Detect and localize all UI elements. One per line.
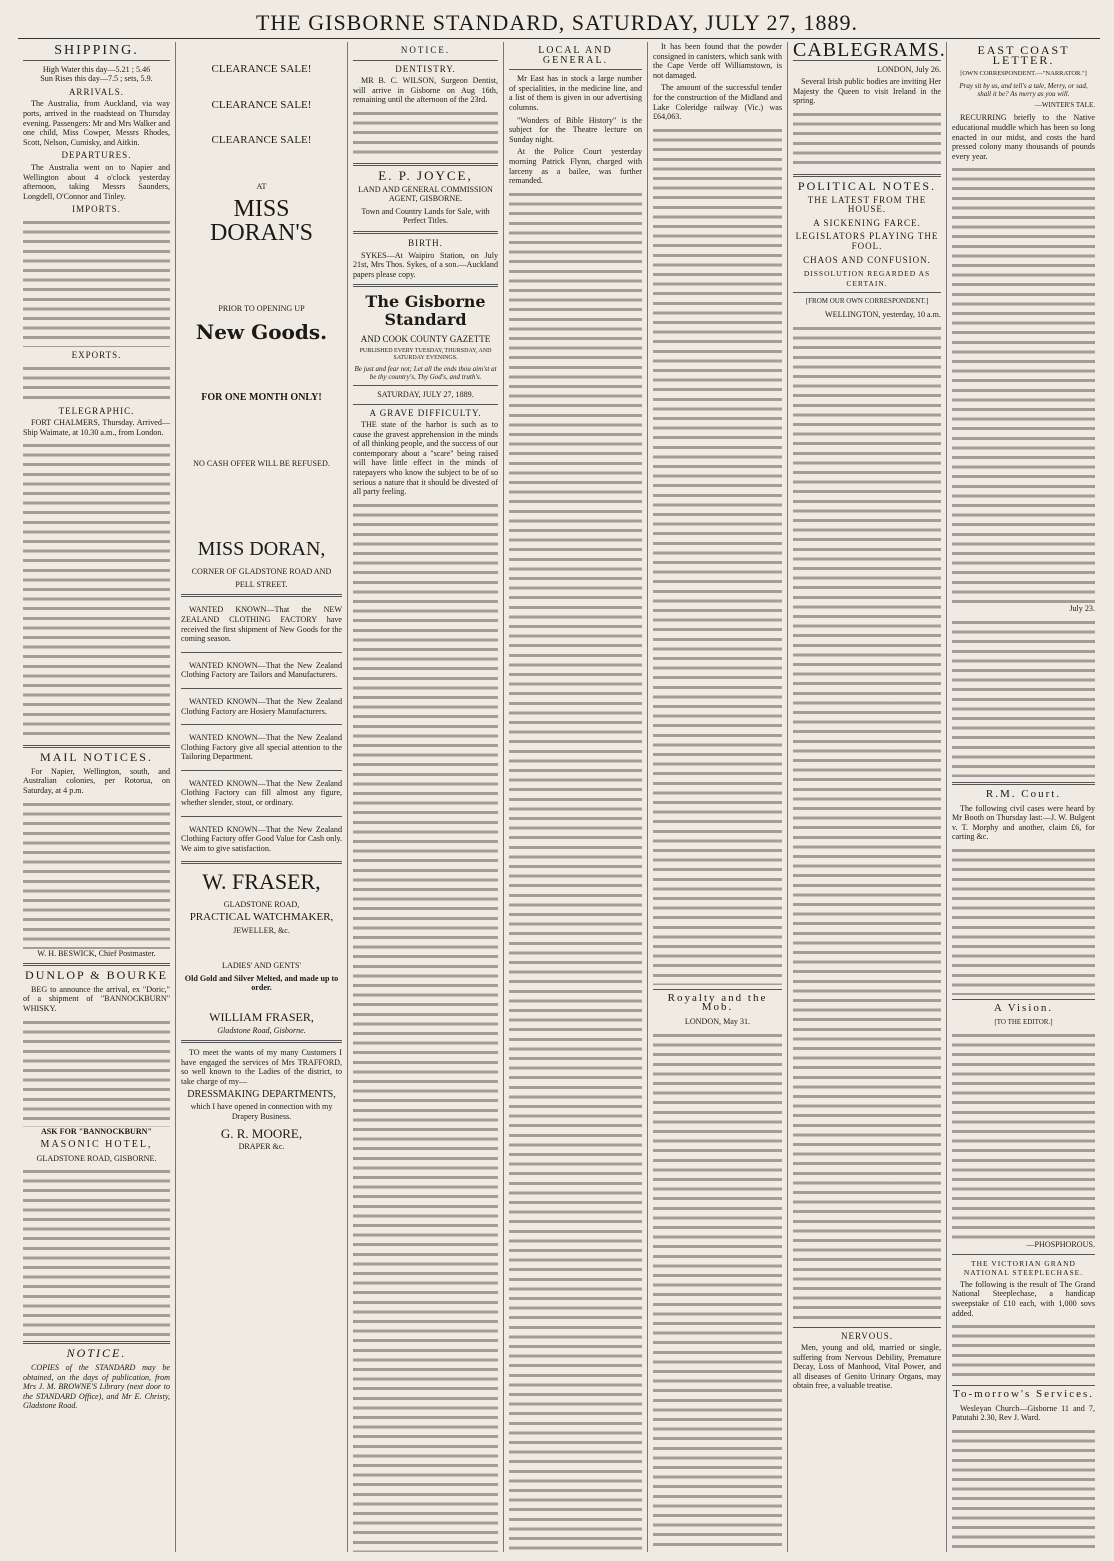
dunlop-text: BEG to announce the arrival, ex "Doric," of a shipment of "BANNOCKBURN" WHISKY.: [23, 984, 170, 1014]
mail-notices-title: MAIL NOTICES.: [40, 750, 153, 765]
postmaster: W. H. BESWICK, Chief Postmaster.: [37, 948, 156, 958]
ad-at: AT: [256, 181, 267, 191]
headline: A GRAVE DIFFICULTY.: [369, 407, 482, 418]
draper: DRAPER &c.: [238, 1141, 285, 1151]
dressmaking-departments: DRESSMAKING DEPARTMENTS,: [187, 1088, 336, 1100]
arrivals-title: ARRIVALS.: [68, 86, 125, 97]
old-gold: Old Gold and Silver Melted, and made up to order.: [184, 973, 339, 993]
drapery-business: which I have opened in connection with my Drapery Business.: [190, 1102, 333, 1121]
cablegrams-title: CABLEGRAMS.: [793, 42, 946, 61]
east-coast-lines: [952, 164, 1095, 604]
clearance-sale-3: CLEARANCE SALE!: [211, 134, 312, 147]
divider: [353, 284, 498, 287]
fraser-title: W. FRASER,: [202, 869, 321, 895]
miss-doran: MISS DORAN,: [197, 538, 326, 561]
column-east-coast: [947, 42, 1100, 1552]
masonic-sub: GLADSTONE ROAD, GISBORNE.: [36, 1153, 157, 1163]
departures-title: DEPARTURES.: [61, 150, 132, 161]
wanted-known-3: WANTED KNOWN—That the New Zealand Clothing Factory are Hosiery Manufacturers.: [181, 696, 342, 716]
divider: [23, 963, 170, 966]
divider: [952, 999, 1095, 1000]
verse: Pray sit by us, and tell's a tale, Merry, or sad, shall it be? As merry as you will.: [959, 81, 1088, 98]
prior-to-opening: PRIOR TO OPENING UP: [218, 304, 305, 314]
article-lines: [353, 500, 498, 1552]
gladstone-road: Gladstone Road, Gisborne.: [217, 1025, 306, 1035]
nervous-title: NERVOUS.: [840, 1330, 894, 1341]
steeplechase-title: THE VICTORIAN GRAND NATIONAL STEEPLECHASE.: [963, 1258, 1084, 1278]
column-local: [504, 42, 647, 1552]
dentistry-title: DENTISTRY.: [395, 63, 456, 74]
joyce-text: Town and Country Lands for Sale, with Perfect Titles.: [361, 206, 490, 226]
william-fraser: WILLIAM FRASER,: [209, 1010, 314, 1024]
divider: [181, 770, 342, 771]
wellington-dateline: WELLINGTON, yesterday, 10 a.m.: [825, 309, 941, 319]
divider: [181, 688, 342, 689]
notice-title: NOTICE.: [66, 1346, 127, 1361]
motto: Be just and fear not; Let all the ends thou aim'st at be thy country's, Thy God's, and truth's.: [354, 364, 497, 381]
cable-para-1: Several Irish public bodies are inviting Her Majesty the Queen to visit Ireland in the spring.: [793, 77, 941, 106]
column-editorial: [348, 42, 503, 1552]
masonic-lines: [23, 1166, 170, 1336]
paper-title: The Gisborne Standard: [365, 292, 486, 330]
letter-date: July 23.: [1069, 604, 1095, 614]
divider: [181, 816, 342, 817]
divider: [353, 60, 498, 61]
column-news: [648, 42, 787, 1552]
issue-date: SATURDAY, JULY 27, 1889.: [377, 389, 474, 399]
east-coast-byline: [OWN CORRESPONDENT.—"NARRATOR."]: [960, 70, 1087, 78]
vision-lines: [952, 1030, 1095, 1240]
local-lines: [509, 189, 642, 1552]
departures-text: The Australia went on to Napier and Wellington about 4 o'clock yesterday afternoon, taking Messrs Saunders, Longdell, O'Connor and Tinley.: [23, 162, 170, 201]
divider: [793, 1327, 941, 1328]
joyce-title: E. P. JOYCE,: [378, 167, 473, 183]
divider: [353, 163, 498, 166]
birth-text: SYKES—At Waipiro Station, on July 21st, Mrs Thos. Sykes, of a son.—Auckland papers please copy.: [353, 250, 498, 279]
arrivals-text: The Australia, from Auckland, via way ports, arrived in the roadstead on Thursday evening. Passengers: Mr and Mrs Walker and one child, Miss Cowper, Messrs Rhodes, Scott, Nelson, Cumisky, and Aitkin.: [23, 99, 170, 147]
divider: [23, 1341, 170, 1344]
divider: [353, 404, 498, 405]
divider: [952, 1385, 1095, 1386]
dunlop-title: DUNLOP & BOURKE: [25, 968, 168, 983]
tides: High Water this day—5.21 ; 5.46 Sun Rises this day—7.5 ; sets, 5.9.: [40, 64, 153, 84]
divider: [181, 594, 342, 597]
article-text: THE state of the harbor is such as to cause the gravest apprehension in the minds of all thinking people, and the success of our contemporary about a "scare" being raised will have little effect in the minds of ratepayers who know the subject to be of so serious a nature that it should be divested of all party feeling.: [353, 420, 498, 497]
mail-text: For Napier, Wellington, south, and Australian colonies, per Rotorua, on Saturday, at 4 p.m.: [23, 766, 170, 796]
exports-title: EXPORTS.: [71, 349, 122, 360]
telegraphic-lines: [23, 440, 170, 740]
divider: [952, 1254, 1095, 1255]
news-para-1: It has been found that the powder consigned in canisters, which sank with the Cape Verde off Williamstown, is not damaged.: [653, 42, 782, 80]
local-general-title: LOCAL AND GENERAL.: [538, 45, 613, 66]
dressmaking-notice: TO meet the wants of my many Customers I have engaged the services of Mrs TRAFFORD, so well known to the Ladies of the district, to take charge of my—: [181, 1048, 342, 1086]
fraser-address: GLADSTONE ROAD,: [223, 900, 300, 910]
wanted-known-2: WANTED KNOWN—That the New Zealand Clothing Factory are Tailors and Manufacturers.: [181, 660, 342, 680]
latest-house: THE LATEST FROM THE HOUSE.: [807, 194, 927, 215]
east-coast-para-1: RECURRING briefly to the Native educational muddle which has been so long enacted in our midst, and costs the hard pressed colony many thousands of pounds every year.: [952, 113, 1095, 161]
chaos: CHAOS AND CONFUSION.: [803, 254, 931, 265]
miss-dorans: MISS DORAN'S: [209, 196, 313, 247]
imports-text-lines: [23, 217, 170, 347]
divider: [793, 292, 941, 293]
pell-street: PELL STREET.: [235, 579, 288, 589]
column-ads: [176, 42, 347, 1552]
divider: [353, 385, 498, 386]
political-title: POLITICAL NOTES.: [797, 178, 937, 193]
wanted-known-4: WANTED KNOWN—That the New Zealand Clothing Factory give all special attention to the Tailoring Department.: [181, 733, 342, 762]
divider: [793, 174, 941, 177]
clearance-sale-1: CLEARANCE SALE!: [211, 63, 312, 75]
east-coast-title: EAST COAST LETTER.: [977, 43, 1070, 67]
masonic-title: MASONIC HOTEL,: [40, 1139, 153, 1151]
no-cash-offer: NO CASH OFFER WILL BE REFUSED.: [193, 458, 330, 468]
jeweller: JEWELLER, &c.: [233, 925, 290, 935]
telegraphic-title: TELEGRAPHIC.: [58, 405, 135, 416]
divider: [181, 861, 342, 864]
new-goods: New Goods.: [195, 319, 328, 344]
moore-name: G. R. MOORE,: [220, 1126, 303, 1142]
divider: [23, 745, 170, 748]
royalty-dateline: LONDON, May 31.: [684, 1016, 751, 1026]
correspondent: [FROM OUR OWN CORRESPONDENT.]: [805, 297, 929, 306]
royalty-lines: [653, 1030, 782, 1552]
rm-court-text: The following civil cases were heard by Mr Booth on Thursday last:—J. W. Bulgent v. T. Morphy and another, claim £6, for carting &c.: [952, 803, 1095, 842]
wanted-known-5: WANTED KNOWN—That the New Zealand Clothing Factory can fill almost any figure, whether slender, stout, or ordinary.: [181, 778, 342, 808]
masthead-rule: [18, 38, 1100, 39]
ask-for: ASK FOR "BANNOCKBURN": [40, 1126, 153, 1136]
services-text: Wesleyan Church—Gisborne 11 and 7, Patutahi 2.30, Rev J. Ward.: [952, 1403, 1095, 1423]
joyce-sub: LAND AND GENERAL COMMISSION AGENT, GISBORNE.: [358, 184, 493, 204]
local-para-1: Mr East has in stock a large number of specialities, in the medicine line, and a list of them is given in our advertising columns.: [509, 74, 642, 112]
dissolution: DISSOLUTION REGARDED AS CERTAIN.: [803, 269, 931, 288]
steeplechase-text: The following is the result of The Grand National Steeplechase, a handicap sweepstake of £10 each, with 1,000 sovs added.: [952, 1279, 1095, 1318]
vision-signature: —PHOSPHOROUS.: [1026, 1240, 1095, 1250]
notice-text: COPIES of the STANDARD may be obtained, on the days of publication, from Mrs J. M. BROWNE'S Library (next door to the STANDARD Office), and Mr E. Christy, Gladstone Road.: [23, 1363, 170, 1411]
political-lines: [793, 323, 941, 1323]
local-para-2: "Wonders of Bible History" is the subject for the Theatre lecture on Sunday night.: [509, 115, 642, 144]
wanted-known-1: WANTED KNOWN—That the NEW ZEALAND CLOTHING FACTORY have received the first shipment of New Goods for the coming season.: [181, 605, 342, 644]
sickening-farce: A SICKENING FARCE.: [813, 217, 921, 228]
divider: [181, 652, 342, 653]
divider: [23, 60, 170, 61]
rm-court-title: R.M. Court.: [985, 787, 1062, 800]
divider: [952, 782, 1095, 785]
nervous-text: Men, young and old, married or single, suffering from Nervous Debility, Premature Decay, Loss of Manhood, Vital Power, and all diseases of Genito Urinary Organs, may obtain free, a valuable treatise.: [793, 1343, 941, 1391]
divider: [353, 231, 498, 234]
paper-subtitle: AND COOK COUNTY GAZETTE: [360, 334, 491, 345]
dentist-lines: [353, 108, 498, 158]
rm-court-lines: [952, 845, 1095, 995]
masthead: THE GISBORNE STANDARD, SATURDAY, JULY 27, 1889.: [255, 10, 859, 35]
paper-days: PUBLISHED EVERY TUESDAY, THURSDAY, AND SATURDAY EVENINGS.: [359, 347, 492, 361]
wanted-known-6: WANTED KNOWN—That the New Zealand Clothing Factory offer Good Value for Cash only. We aim to give satisfaction.: [181, 824, 342, 853]
birth-title: BIRTH.: [408, 237, 443, 248]
column-shipping: [18, 42, 175, 1552]
notice-title: NOTICE.: [400, 45, 451, 55]
cable-dateline: LONDON, July 26.: [877, 64, 941, 74]
services-title: To-morrow's Services.: [953, 1388, 1094, 1401]
news-lines: [653, 125, 782, 985]
mail-lines: [23, 799, 170, 949]
cable-lines: [793, 109, 941, 169]
corner-address: CORNER OF GLADSTONE ROAD AND: [191, 567, 332, 577]
vision-title: A Vision.: [993, 1001, 1054, 1014]
services-lines: [952, 1426, 1095, 1552]
divider: [509, 69, 642, 70]
news-para-2: The amount of the successful tender for the construction of the Midland and Lake Coleridge railway (Vic.) was £64,063.: [653, 83, 782, 122]
watchmaker: PRACTICAL WATCHMAKER,: [189, 911, 334, 924]
shipping-title: SHIPPING.: [54, 43, 139, 58]
telegraphic-text: FORT CHALMERS, Thursday. Arrived—Ship Waimate, at 10.30 a.m., from London.: [23, 418, 170, 437]
royalty-title: Royalty and the Mob.: [667, 991, 768, 1014]
imports-title: IMPORTS.: [72, 204, 121, 215]
divider: [181, 1040, 342, 1043]
dunlop-lines: [23, 1017, 170, 1127]
local-para-3: At the Police Court yesterday morning Patrick Flynn, charged with larceny as a bailee, was further remanded.: [509, 147, 642, 186]
verse-source: —WINTER'S TALE.: [1034, 100, 1095, 109]
steeplechase-lines: [952, 1321, 1095, 1381]
one-month-only: FOR ONE MONTH ONLY!: [201, 391, 322, 403]
letter-lines-2: [952, 617, 1095, 777]
exports-text-lines: [23, 363, 170, 403]
dentist-text: MR B. C. WILSON, Surgeon Dentist, will arrive in Gisborne on Aug 16th, remaining until the afternoon of the 23rd.: [353, 76, 498, 105]
legislators: LEGISLATORS PLAYING THE FOOL.: [795, 231, 939, 251]
divider: [653, 989, 782, 990]
ladies-gents: LADIES' AND GENTS': [222, 961, 301, 971]
column-cablegrams: [788, 42, 946, 1552]
divider: [181, 724, 342, 725]
clearance-sale-2: CLEARANCE SALE!: [211, 98, 312, 111]
vision-to-editor: [TO THE EDITOR.]: [994, 1017, 1053, 1026]
